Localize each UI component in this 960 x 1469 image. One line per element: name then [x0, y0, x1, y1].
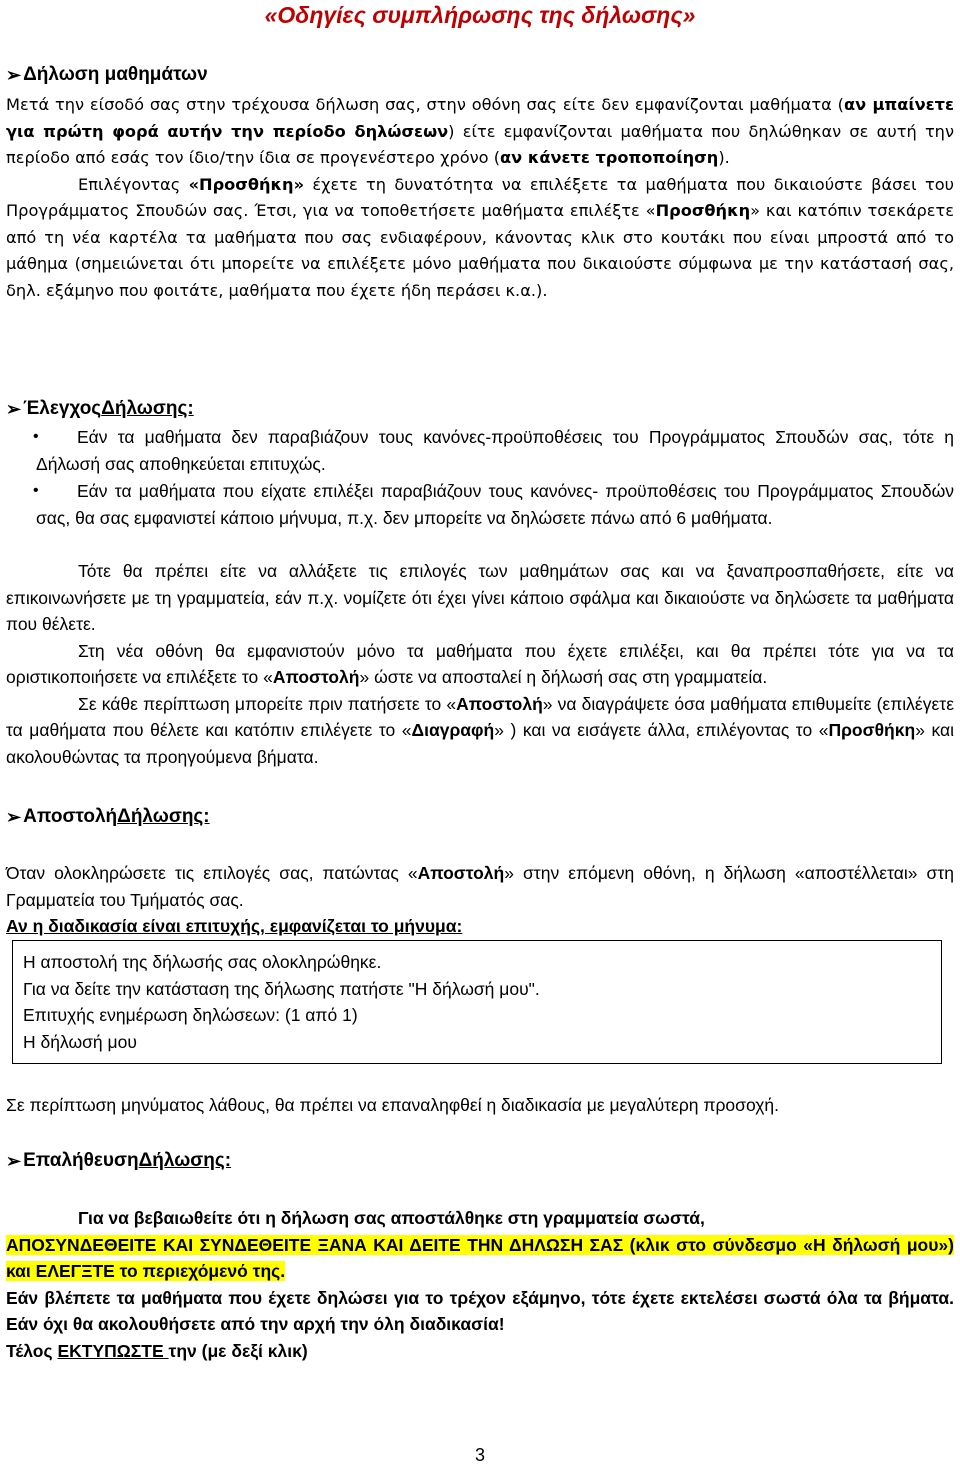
- section4-paragraphs: [6, 1205, 954, 1364]
- section-heading-declaration-submit: [6, 804, 210, 830]
- section-heading-declaration-check: [6, 396, 194, 422]
- section3-paragraph-2: Αν η διαδικασία είναι επιτυχής, εμφανίζεται το μήνυμα:: [6, 916, 463, 936]
- heading-text: Δήλωση μαθημάτων: [23, 64, 208, 85]
- section4-paragraph-3: Εάν βλέπετε τα μαθήματα που έχετε δηλώσει για το τρέχον εξάμηνο, τότε έχετε εκτελέσει σωστά όλα τα βήματα. Εάν όχι θα ακολουθήσετε από την αρχή την όλη διαδικασία!: [6, 1287, 954, 1334]
- arrow-bullet-icon: ➢: [6, 807, 22, 827]
- arrow-bullet-icon: ➢: [6, 399, 22, 419]
- message-line: Επιτυχής ενημέρωση δηλώσεων: (1 από 1): [23, 1005, 358, 1025]
- section2-paragraphs: [6, 558, 954, 770]
- heading-text: Έλεγχος: [23, 398, 102, 419]
- section3-error-note: Σε περίπτωση μηνύματος λάθους, θα πρέπει να επαναληφθεί η διαδικασία με μεγαλύτερη προσοχή.: [6, 1095, 780, 1115]
- section2-paragraph-1: Τότε θα πρέπει είτε να αλλάξετε τις επιλογές των μαθημάτων σας και να ξαναπροσπαθήσετε, είτε να επικοινωνήσετε με τη γραμματεία, εάν π.χ. νομίζετε ότι έχει γίνει κάποιο σφάλμα και δικαιούστε να δηλώσετε τα μαθήματα που θέλετε.: [6, 561, 954, 634]
- section-heading-declaration-verification: [6, 1148, 231, 1174]
- section3-paragraph-1: Όταν ολοκληρώσετε τις επιλογές σας, πατώντας «Αποστολή» στην επόμενη οθόνη, η δήλωση «αποστέλλεται» στη Γραμματεία του Τμήματός σας.: [6, 863, 954, 910]
- section2-paragraph-3: Σε κάθε περίπτωση μπορείτε πριν πατήσετε το «Αποστολή» να διαγράψετε όσα μαθήματα επιθυμείτε (επιλέγετε τα μαθήματα που θέλετε και κατόπιν επιλέγετε το «Διαγραφή» ) και να εισάγετε άλλα, επιλέγοντας το «Προσθήκη» και ακολουθώντας τα προηγούμενα βήματα.: [6, 693, 954, 767]
- arrow-bullet-icon: ➢: [6, 1151, 22, 1171]
- heading-text-underlined: Δήλωσης:: [117, 806, 210, 827]
- section4-highlighted-instruction: ΑΠΟΣΥΝΔΕΘΕΙΤΕ ΚΑΙ ΣΥΝΔΕΘΕΙΤΕ ΞΑΝΑ ΚΑΙ ΔΕΙΤΕ ΤΗΝ ΔΗΛΩΣΗ ΣΑΣ (κλικ στο σύνδεσμο «Η δήλωσή μου») και ΕΛΕΓΞΤΕ το περιεχόμενό της.: [6, 1234, 954, 1281]
- message-line: Η δήλωσή μου: [23, 1031, 137, 1052]
- section1-paragraphs: [6, 92, 954, 304]
- arrow-bullet-icon: ➢: [6, 65, 22, 85]
- section4-paragraph-4: Τέλος ΕΚΤΥΠΩΣΤΕ την (με δεξί κλικ): [6, 1340, 308, 1361]
- heading-text: Επαλήθευση: [23, 1150, 139, 1171]
- section-heading-course-declaration: [6, 62, 208, 88]
- heading-text-underlined: Δήλωσης:: [138, 1150, 232, 1171]
- list-item: • Εάν τα μαθήματα δεν παραβιάζουν τους κανόνες-προϋποθέσεις του Προγράμματος Σπουδών σας, τότε η Δήλωσή σας αποθηκεύεται επιτυχώς.: [6, 424, 954, 477]
- section1-paragraph-1: Μετά την είσοδό σας στην τρέχουσα δήλωση σας, στην οθόνη σας είτε δεν εμφανίζονται μαθήματα (αν μπαίνετε για πρώτη φορά αυτήν την περίοδο δηλώσεων) είτε εμφανίζονται μαθήματα που δηλώθηκαν σε αυτή την περίοδο από εσάς τον ίδιο/την ίδια σε προγενέστερο χρόνο (αν κάνετε τροποποίηση).: [6, 95, 954, 167]
- bullet-dot-icon: •: [33, 482, 39, 499]
- heading-text-underlined: Δήλωσης:: [101, 398, 194, 419]
- page-number: 3: [474, 1445, 485, 1465]
- success-message-box: [12, 940, 942, 1064]
- section4-paragraph-1: Για να βεβαιωθείτε ότι η δήλωση σας αποστάλθηκε στη γραμματεία σωστά,: [78, 1208, 705, 1228]
- section2-paragraph-2: Στη νέα οθόνη θα εμφανιστούν μόνο τα μαθήματα που έχετε επιλέξει, και θα πρέπει τότε για να τα οριστικοποιήσετε να επιλέξετε το «Αποστολή» ώστε να αποσταλεί η δήλωσή σας στη γραμματεία.: [6, 640, 954, 687]
- section3-paragraphs: [6, 860, 954, 940]
- message-line: Για να δείτε την κατάσταση της δήλωσης πατήστε "Η δήλωσή μου".: [23, 978, 540, 999]
- list-item: • Εάν τα μαθήματα που είχατε επιλέξει παραβιάζουν τους κανόνες- προϋποθέσεις του Προγράμματος Σπουδών σας, θα σας εμφανιστεί κάποιο μήνυμα, π.χ. δεν μπορείτε να δηλώσετε πάνω από 6 μαθήματα.: [6, 478, 954, 531]
- section1-paragraph-2: Επιλέγοντας «Προσθήκη» έχετε τη δυνατότητα να επιλέξετε τα μαθήματα που δικαιούστε βάσει του Προγράμματος Σπουδών σας. Έτσι, για να τοποθετήσετε μαθήματα επιλέξτε «Προσθήκη» και κατόπιν τσεκάρετε από τη νέα καρτέλα τα μαθήματα που σας ενδιαφέρουν, κάνοντας κλικ στο κουτάκι που είναι μπροστά από το μάθημα (σημειώνεται ότι μπορείτε να επιλέξετε μόνο μαθήματα που δικαιούστε σύμφωνα με την κατάστασή σας, δηλ. εξάμηνο που φοιτάτε, μαθήματα που έχετε ήδη περάσει κ.α.).: [6, 174, 955, 300]
- bullet-dot-icon: •: [33, 428, 39, 445]
- document-title: «Οδηγίες συμπλήρωσης της δήλωσης»: [264, 2, 696, 28]
- message-line: Η αποστολή της δήλωσής σας ολοκληρώθηκε.: [23, 952, 382, 972]
- heading-text: Αποστολή: [23, 806, 118, 827]
